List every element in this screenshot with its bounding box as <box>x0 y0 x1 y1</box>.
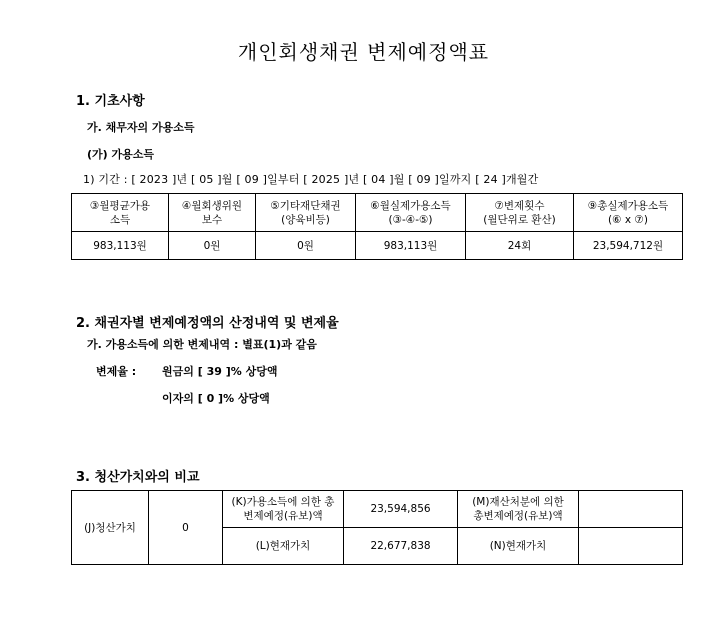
n-label: (N)현재가치 <box>458 528 579 565</box>
header-monthly-average-income: ③월평균가용 소득 <box>72 194 169 232</box>
header-monthly-actual-income: ⑥월실제가용소득 (③-④-⑤) <box>356 194 466 232</box>
section-2-heading: 2. 채권자별 변제예정액의 산정내역 및 변제율 <box>76 316 339 331</box>
l-value: 22,677,838 <box>344 528 458 565</box>
section-2-sub-a: 가. 가용소득에 의한 변제내역 : 별표(1)과 같음 <box>87 338 317 351</box>
income-table <box>71 193 683 260</box>
page-title: 개인회생채권 변제예정액표 <box>237 40 490 64</box>
section-3-heading: 3. 청산가치와의 비교 <box>76 470 200 485</box>
l-label: (L)현재가치 <box>223 528 344 565</box>
section-1-sub-ga: (가) 가용소득 <box>87 148 155 161</box>
value-other-estate-claims: 0원 <box>256 232 356 260</box>
period-line: 1) 기간 : [ 2023 ]년 [ 05 ]월 [ 09 ]일부터 [ 2025 ]년 [ 04 ]월 [ 09 ]일까지 [ 24 ]개월간 <box>83 173 539 186</box>
liquidation-comparison-table <box>71 490 683 565</box>
value-trustee-fee: 0원 <box>169 232 256 260</box>
liquidation-value: 0 <box>149 491 223 565</box>
section-1-sub-a: 가. 채무자의 가용소득 <box>87 121 195 134</box>
value-payment-count: 24회 <box>466 232 574 260</box>
k-value: 23,594,856 <box>344 491 458 528</box>
m-value <box>579 491 683 528</box>
liquidation-value-label: (J)청산가치 <box>72 491 149 565</box>
header-payment-count: ⑦변제횟수 (월단위로 환산) <box>466 194 574 232</box>
header-total-actual-income: ⑨총실제가용소득 (⑥ x ⑦) <box>574 194 683 232</box>
value-monthly-average-income: 983,113원 <box>72 232 169 260</box>
value-monthly-actual-income: 983,113원 <box>356 232 466 260</box>
value-total-actual-income: 23,594,712원 <box>574 232 683 260</box>
interest-rate: 이자의 [ 0 ]% 상당액 <box>162 392 270 405</box>
header-trustee-fee: ④월회생위원 보수 <box>169 194 256 232</box>
section-1-heading: 1. 기초사항 <box>76 94 145 109</box>
repayment-rate-label: 변제율 : <box>96 365 137 378</box>
m-label: (M)재산처분에 의한 총변제예정(유보)액 <box>458 491 579 528</box>
n-value <box>579 528 683 565</box>
k-label: (K)가용소득에 의한 총 변제예정(유보)액 <box>223 491 344 528</box>
principal-rate: 원금의 [ 39 ]% 상당액 <box>162 365 278 378</box>
header-other-estate-claims: ⑤기타재단채권 (양육비등) <box>256 194 356 232</box>
